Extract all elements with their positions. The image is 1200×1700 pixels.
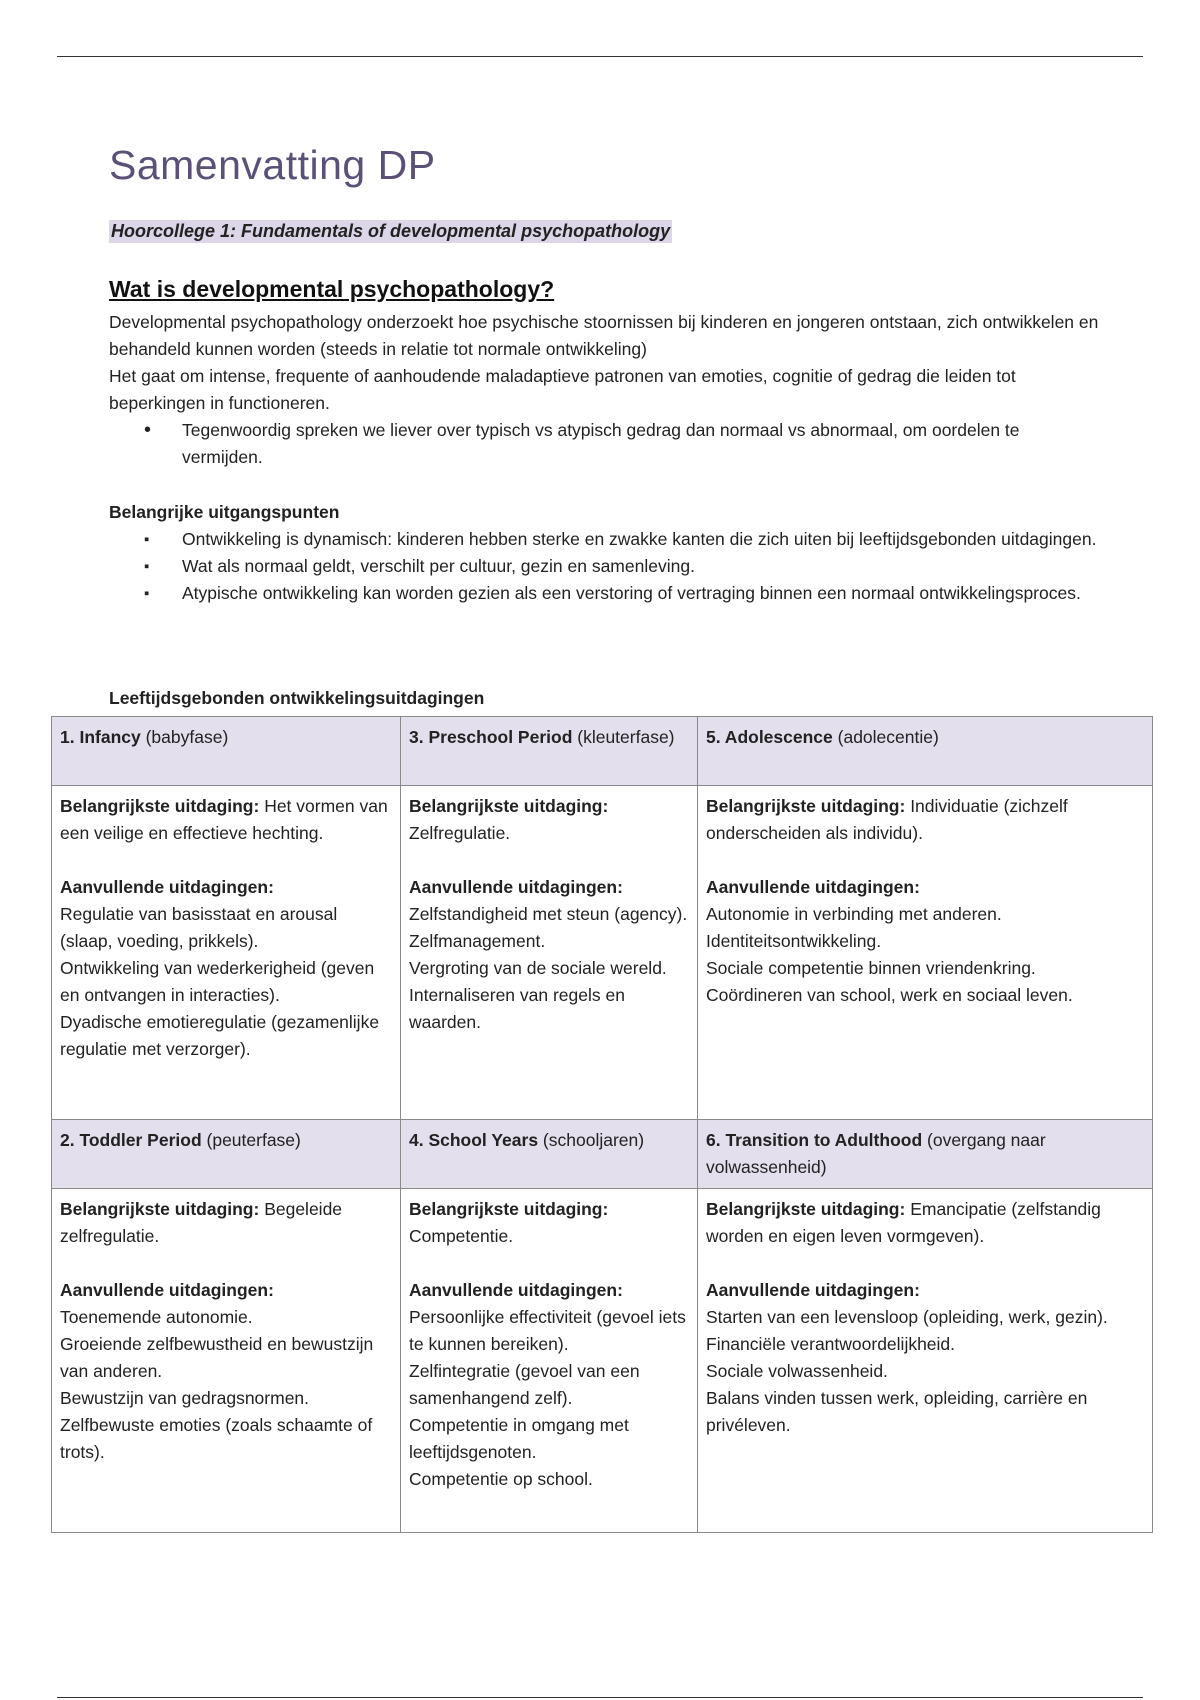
table-row bbox=[52, 1189, 1153, 1533]
stage-name: 2. Toddler Period bbox=[60, 1130, 202, 1150]
principle-item: ▪ Atypische ontwikkeling kan worden gezien als een verstoring of vertraging binnen een normaal ontwikkelingsproces. bbox=[109, 580, 1099, 607]
main-challenge: Begeleide zelfregulatie. bbox=[60, 1199, 343, 1246]
additional-challenge: Competentie in omgang met leeftijdsgenoten. bbox=[409, 1415, 629, 1462]
additional-challenge: Regulatie van basisstaat en arousal (slaap, voeding, prikkels). bbox=[60, 904, 338, 951]
stage-content-cell bbox=[401, 1189, 698, 1533]
additional-challenge: Zelfstandigheid met steun (agency). bbox=[409, 904, 688, 924]
additional-challenge: Starten van een levensloop (opleiding, werk, gezin). bbox=[706, 1307, 1108, 1327]
additional-challenge: Identiteitsontwikkeling. bbox=[706, 931, 882, 951]
additional-challenge: Dyadische emotieregulatie (gezamenlijke regulatie met verzorger). bbox=[60, 1012, 380, 1059]
additional-challenge: Toenemende autonomie. bbox=[60, 1307, 253, 1327]
stage-content-cell bbox=[52, 786, 401, 1120]
intro-paragraph: Developmental psychopathology onderzoekt hoe psychische stoornissen bij kinderen en jongeren ontstaan, zich ontwikkelen en behandeld kunnen worden (steeds in relatie tot normale ontwikkeling) bbox=[109, 312, 1099, 359]
principle-item: ▪ Wat als normaal geldt, verschilt per cultuur, gezin en samenleving. bbox=[109, 553, 1099, 580]
main-challenge: Zelfregulatie. bbox=[409, 823, 511, 843]
table-row bbox=[52, 786, 1153, 1120]
additional-challenge: Zelfmanagement. bbox=[409, 931, 546, 951]
intro-block bbox=[109, 309, 1099, 471]
intro-paragraph: Het gaat om intense, frequente of aanhoudende maladaptieve patronen van emoties, cognitie of gedrag die leiden tot beperkingen in functioneren. bbox=[109, 366, 1016, 413]
additional-challenge: Financiële verantwoordelijkheid. bbox=[706, 1334, 956, 1354]
main-challenge: Het vormen van een veilige en effectieve hechting. bbox=[60, 796, 388, 843]
table-header-row bbox=[52, 1120, 1153, 1189]
intro-bullet: • Tegenwoordig spreken we liever over typisch vs atypisch gedrag dan normaal vs abnormaal, om oordelen te vermijden. bbox=[109, 417, 1099, 471]
main-challenge-label: Belangrijkste uitdaging: bbox=[706, 796, 906, 816]
main-challenge: Individuatie (zichzelf onderscheiden als individu). bbox=[706, 796, 1068, 843]
additional-challenge: Sociale competentie binnen vriendenkring. bbox=[706, 958, 1036, 978]
additional-challenge: Zelfintegratie (gevoel van een samenhangend zelf). bbox=[409, 1361, 640, 1408]
intro-bullet-list bbox=[109, 417, 1099, 471]
stage-dutch-name: (babyfase) bbox=[140, 727, 229, 747]
stage-name: 1. Infancy bbox=[60, 727, 141, 747]
additional-challenge: Competentie op school. bbox=[409, 1469, 593, 1489]
main-challenge: Competentie. bbox=[409, 1226, 514, 1246]
stage-header-cell bbox=[698, 717, 1153, 786]
principles-list bbox=[109, 526, 1099, 607]
stage-name: 6. Transition to Adulthood bbox=[706, 1130, 923, 1150]
header-rule bbox=[57, 56, 1143, 57]
additional-challenges-label: Aanvullende uitdagingen: bbox=[706, 877, 920, 897]
main-challenge-label: Belangrijkste uitdaging: bbox=[409, 1199, 609, 1219]
additional-challenge: Balans vinden tussen werk, opleiding, carrière en privéleven. bbox=[706, 1388, 1088, 1435]
stage-header-cell bbox=[698, 1120, 1153, 1189]
additional-challenge: Coördineren van school, werk en sociaal leven. bbox=[706, 985, 1073, 1005]
additional-challenge: Groeiende zelfbewustheid en bewustzijn van anderen. bbox=[60, 1334, 374, 1381]
stage-name: 3. Preschool Period bbox=[409, 727, 573, 747]
section-heading: Wat is developmental psychopathology? bbox=[109, 276, 555, 302]
additional-challenge: Zelfbewuste emoties (zoals schaamte of trots). bbox=[60, 1415, 373, 1462]
stage-name: 4. School Years bbox=[409, 1130, 539, 1150]
additional-challenges-label: Aanvullende uitdagingen: bbox=[409, 1280, 623, 1300]
lecture-heading: Hoorcollege 1: Fundamentals of developmental psychopathology bbox=[111, 221, 671, 241]
main-challenge-label: Belangrijkste uitdaging: bbox=[60, 1199, 260, 1219]
main-challenge-label: Belangrijkste uitdaging: bbox=[60, 796, 260, 816]
main-challenge: Emancipatie (zelfstandig worden en eigen leven vormgeven). bbox=[706, 1199, 1101, 1246]
additional-challenges-label: Aanvullende uitdagingen: bbox=[409, 877, 623, 897]
additional-challenge: Internaliseren van regels en waarden. bbox=[409, 985, 625, 1032]
stage-dutch-name: (overgang naar volwassenheid) bbox=[706, 1130, 1046, 1177]
stage-dutch-name: (kleuterfase) bbox=[572, 727, 675, 747]
table-caption: Leeftijdsgebonden ontwikkelingsuitdagingen bbox=[109, 688, 485, 708]
main-challenge-label: Belangrijkste uitdaging: bbox=[706, 1199, 906, 1219]
principle-item: ▪ Ontwikkeling is dynamisch: kinderen hebben sterke en zwakke kanten die zich uiten bij leeftijdsgebonden uitdagingen. bbox=[109, 526, 1099, 553]
document-title: Samenvatting DP bbox=[109, 142, 436, 188]
stage-content-cell bbox=[401, 786, 698, 1120]
developmental-stages-table bbox=[51, 716, 1153, 1533]
additional-challenge: Sociale volwassenheid. bbox=[706, 1361, 888, 1381]
main-challenge-label: Belangrijkste uitdaging: bbox=[409, 796, 609, 816]
stage-content-cell bbox=[52, 1189, 401, 1533]
additional-challenge: Bewustzijn van gedragsnormen. bbox=[60, 1388, 310, 1408]
stage-header-cell bbox=[401, 717, 698, 786]
additional-challenge: Vergroting van de sociale wereld. bbox=[409, 958, 667, 978]
stage-header-cell bbox=[52, 717, 401, 786]
additional-challenges-label: Aanvullende uitdagingen: bbox=[706, 1280, 920, 1300]
table-header-row bbox=[52, 717, 1153, 786]
stage-dutch-name: (adolecentie) bbox=[832, 727, 939, 747]
stage-dutch-name: (peuterfase) bbox=[201, 1130, 301, 1150]
additional-challenge: Persoonlijke effectiviteit (gevoel iets te kunnen bereiken). bbox=[409, 1307, 686, 1354]
stage-header-cell bbox=[52, 1120, 401, 1189]
principles-heading: Belangrijke uitgangspunten bbox=[109, 502, 340, 522]
additional-challenges-label: Aanvullende uitdagingen: bbox=[60, 877, 274, 897]
stage-dutch-name: (schooljaren) bbox=[538, 1130, 645, 1150]
stage-name: 5. Adolescence bbox=[706, 727, 833, 747]
additional-challenges-label: Aanvullende uitdagingen: bbox=[60, 1280, 274, 1300]
principles-block bbox=[109, 499, 1099, 607]
stage-content-cell bbox=[698, 1189, 1153, 1533]
additional-challenge: Autonomie in verbinding met anderen. bbox=[706, 904, 1002, 924]
footer-rule bbox=[57, 1697, 1143, 1698]
stage-header-cell bbox=[401, 1120, 698, 1189]
stage-content-cell bbox=[698, 786, 1153, 1120]
additional-challenge: Ontwikkeling van wederkerigheid (geven en ontvangen in interacties). bbox=[60, 958, 375, 1005]
